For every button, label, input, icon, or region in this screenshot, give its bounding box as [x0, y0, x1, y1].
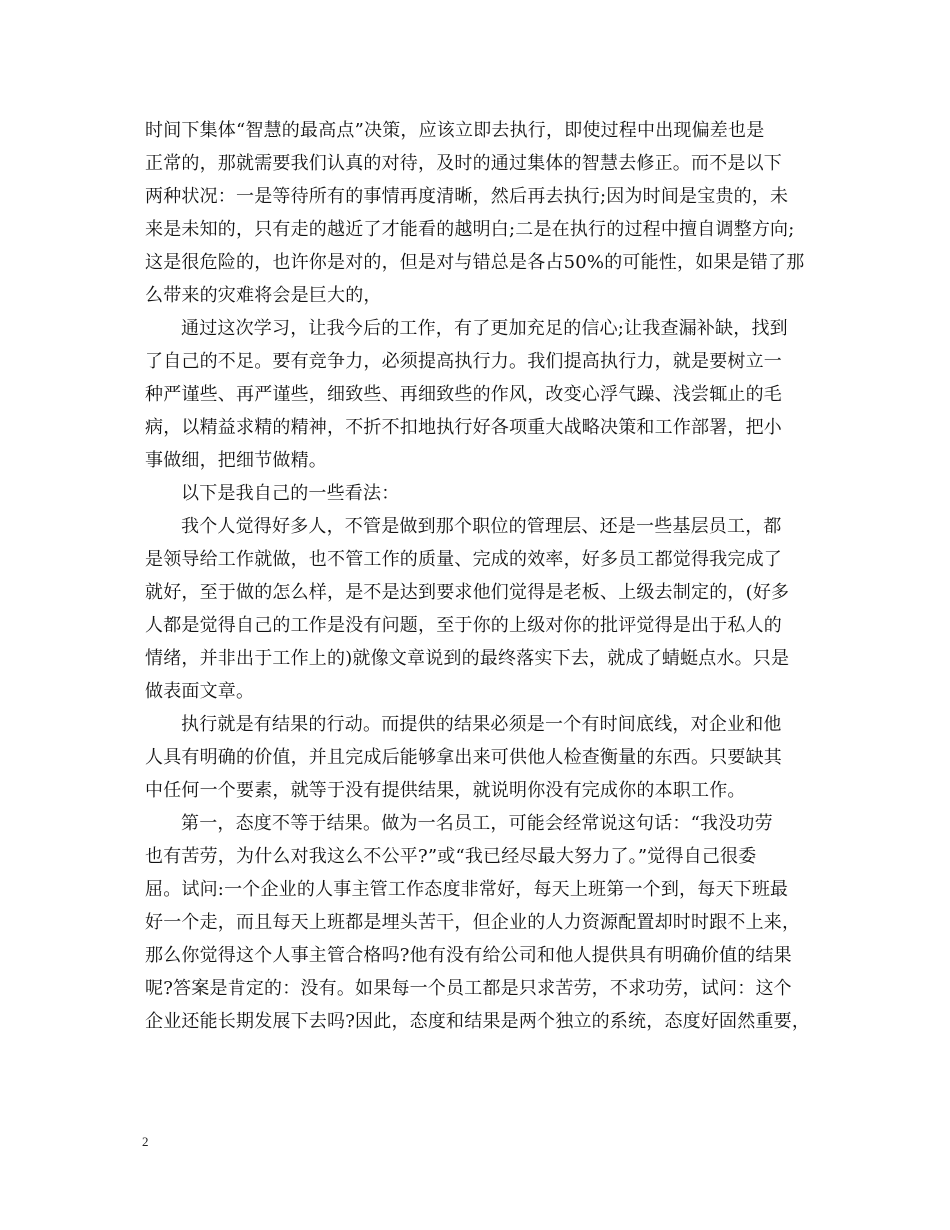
text-line: 通过这次学习，让我今后的工作，有了更加充足的信心;让我查漏补缺，找到 — [181, 318, 788, 339]
text-line: 么带来的灾难将会是巨大的， — [145, 285, 382, 306]
text-line: 情绪，并非出于工作上的)就像文章说到的最终落实下去，就成了蜻蜓点水。只是 — [145, 648, 790, 669]
text-line: 事做细，把细节做精。 — [145, 450, 327, 471]
text-line: 人具有明确的价值，并且完成后能够拿出来可供他人检查衡量的东西。只要缺其 — [145, 747, 782, 768]
text-line: 执行就是有结果的行动。而提供的结果必须是一个有时间底线，对企业和他 — [181, 714, 782, 735]
text-line: 了自己的不足。要有竞争力，必须提高执行力。我们提高执行力，就是要树立一 — [145, 351, 782, 372]
text-line: 正常的，那就需要我们认真的对待，及时的通过集体的智慧去修正。而不是以下 — [145, 153, 782, 174]
text-line: 两种状况：一是等待所有的事情再度清晰，然后再去执行;因为时间是宝贵的，未 — [145, 186, 789, 207]
text-line: 来是未知的，只有走的越近了才能看的越明白;二是在执行的过程中擅自调整方向; — [145, 219, 795, 240]
text-line: 时间下集体“智慧的最高点”决策，应该立即去执行，即使过程中出现偏差也是 — [145, 120, 765, 141]
text-line: 中任何一个要素，就等于没有提供结果，就说明你没有完成你的本职工作。 — [145, 780, 746, 801]
text-line: 种严谨些、再严谨些，细致些、再细致些的作风，改变心浮气躁、浅尝辄止的毛 — [145, 384, 782, 405]
text-line: 好一个走，而且每天上班都是埋头苦干，但企业的人力资源配置却时时跟不上来， — [145, 912, 801, 933]
text-line: 这是很危险的，也许你是对的，但是对与错总是各占50%的可能性，如果是错了那 — [145, 252, 805, 273]
text-line: 屈。试问:一个企业的人事主管工作态度非常好，每天上班第一个到，每天下班最 — [145, 879, 789, 900]
text-line: 人都是觉得自己的工作是没有问题，至于你的上级对你的批评觉得是出于私人的 — [145, 615, 782, 636]
body-text — [145, 114, 825, 1038]
text-line: 第一，态度不等于结果。做为一名员工，可能会经常说这句话：“我没功劳 — [181, 813, 773, 834]
text-line: 企业还能长期发展下去吗?因此，态度和结果是两个独立的系统，态度好固然重要， — [145, 1011, 811, 1032]
text-line: 就好，至于做的怎么样，是不是达到要求他们觉得是老板、上级去制定的，(好多 — [145, 582, 790, 603]
text-line: 那么你觉得这个人事主管合格吗?他有没有给公司和他人提供具有明确价值的结果 — [145, 945, 792, 966]
page-number: 2 — [142, 1134, 149, 1149]
text-line: 病，以精益求精的精神，不折不扣地执行好各项重大战略决策和工作部署，把小 — [145, 417, 782, 438]
text-line: 以下是我自己的一些看法： — [181, 483, 400, 504]
text-line: 做表面文章。 — [145, 681, 255, 702]
text-line: 也有苦劳，为什么对我这么不公平?”或“我已经尽最大努力了。”觉得自己很委 — [145, 846, 757, 867]
text-line: 是领导给工作就做，也不管工作的质量、完成的效率，好多员工都觉得我完成了 — [145, 549, 782, 570]
text-line: 我个人觉得好多人，不管是做到那个职位的管理层、还是一些基层员工，都 — [181, 516, 782, 537]
text-line: 呢?答案是肯定的：没有。如果每一个员工都是只求苦劳，不求功劳，试问：这个 — [145, 978, 792, 999]
